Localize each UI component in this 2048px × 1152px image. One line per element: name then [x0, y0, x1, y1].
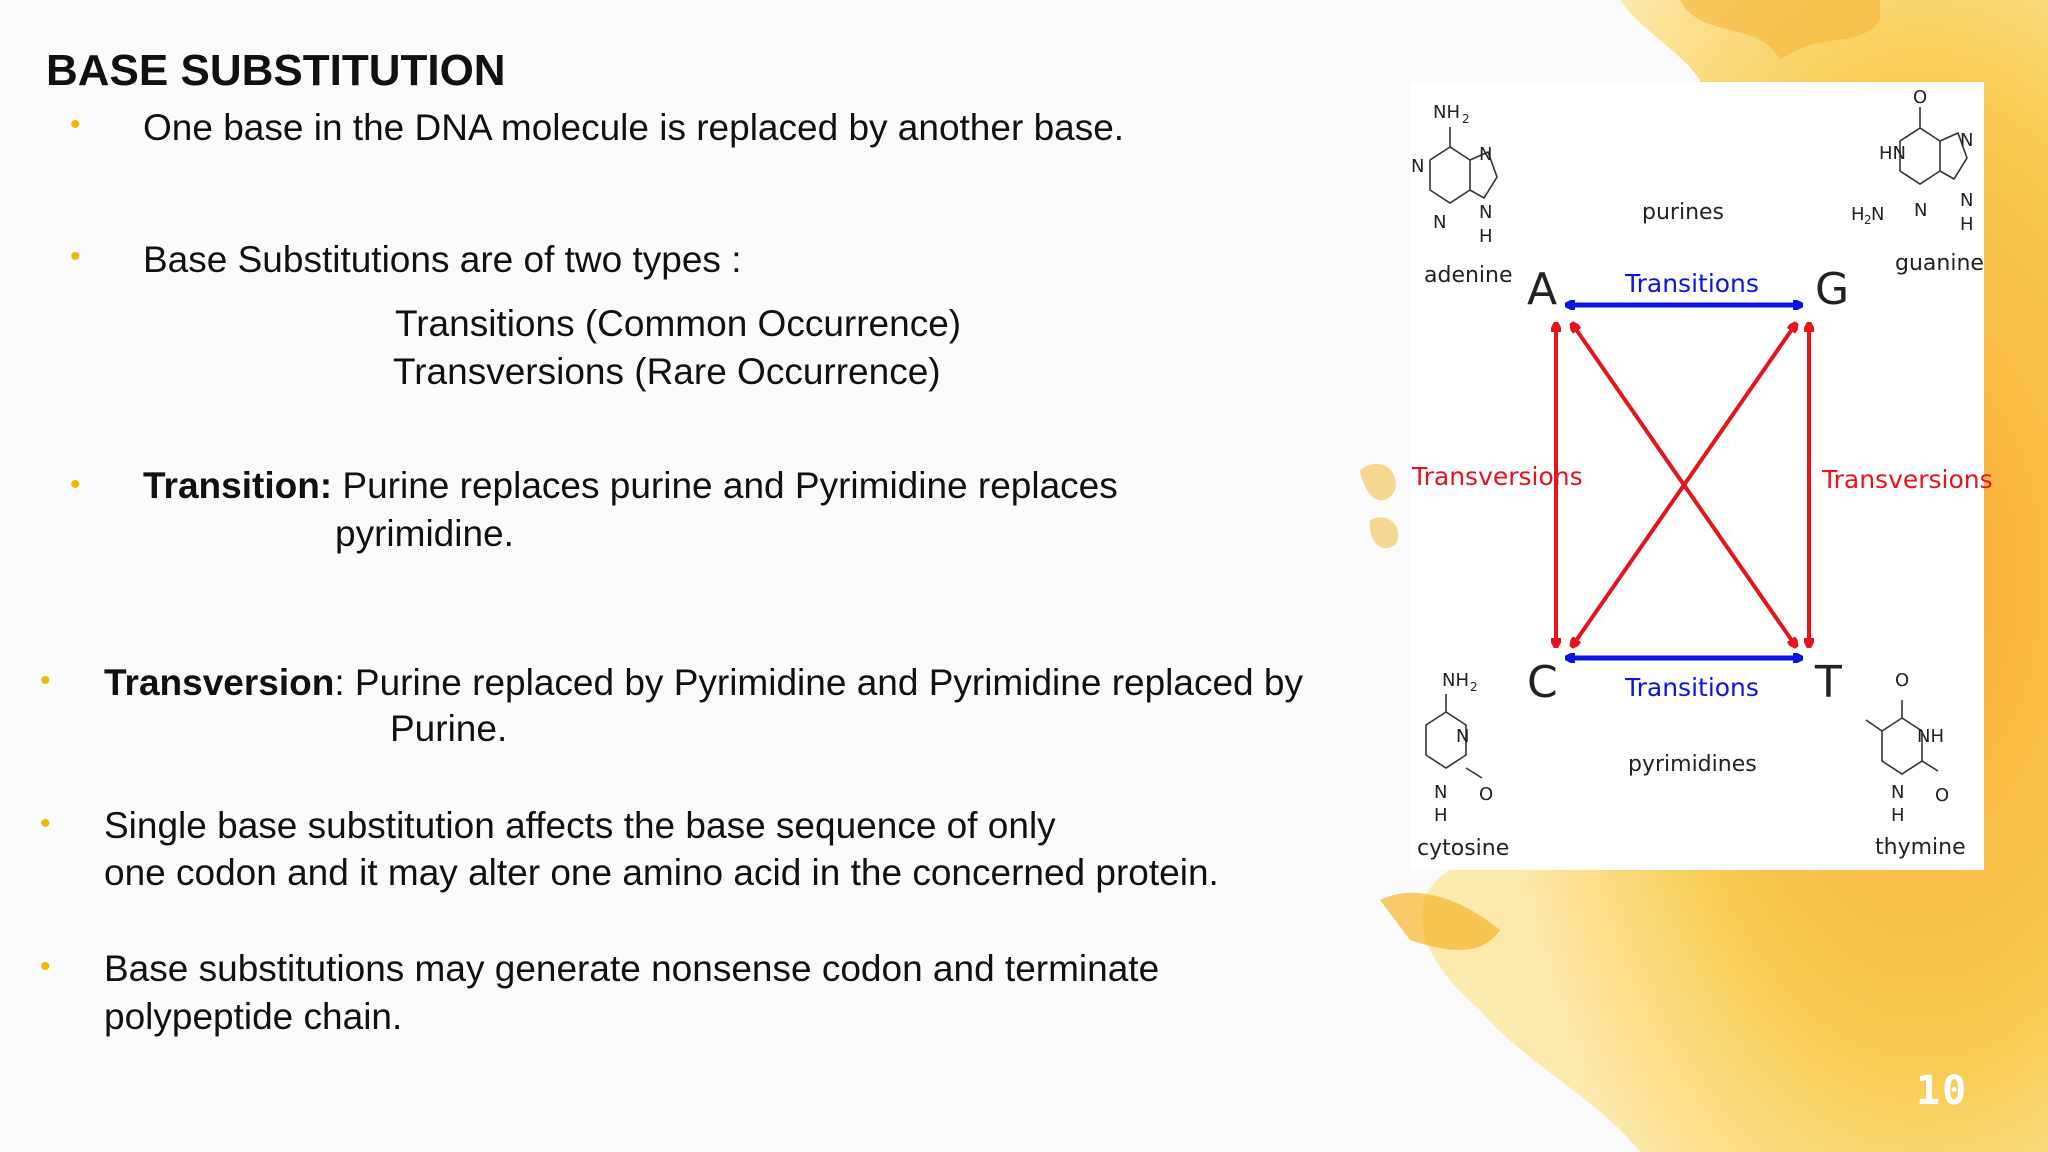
bullet-3-text: Purine replaces purine and Pyrimidine replaces: [332, 465, 1118, 506]
svg-text:O: O: [1935, 785, 1950, 806]
purines-label: purines: [1642, 200, 1725, 225]
base-a: A: [1527, 264, 1558, 315]
bullet-marker: •: [70, 108, 81, 141]
svg-text:N: N: [1411, 156, 1425, 177]
page-number: 10: [1916, 1068, 1969, 1114]
transversions-left-label: Transversions: [1412, 462, 1583, 491]
svg-text:HN: HN: [1879, 143, 1906, 164]
type-transitions: Transitions (Common Occurrence): [395, 303, 962, 344]
svg-text:N: N: [1434, 782, 1448, 803]
cytosine-structure: [1426, 694, 1482, 778]
svg-text:N: N: [1479, 202, 1493, 223]
svg-text:N: N: [1914, 200, 1928, 221]
svg-text:NH: NH: [1433, 102, 1460, 123]
base-t: T: [1815, 657, 1842, 708]
bullet-3-continuation: pyrimidine.: [335, 513, 514, 554]
bullet-4-term: Transversion: [104, 662, 335, 703]
thymine-atoms: [1891, 670, 1949, 826]
svg-text:N: N: [1456, 726, 1470, 747]
bullet-5-continuation: one codon and it may alter one amino acid in the concerned protein.: [104, 852, 1219, 893]
thymine-label: thymine: [1875, 835, 1966, 860]
svg-text:H: H: [1479, 226, 1493, 247]
bullet-5: Single base substitution affects the base sequence of only: [104, 805, 1056, 846]
bullet-3-term: Transition:: [143, 465, 333, 506]
cytosine-label: cytosine: [1417, 836, 1510, 861]
svg-text:2: 2: [1470, 680, 1478, 694]
svg-text:NH: NH: [1442, 670, 1469, 691]
svg-text:N: N: [1479, 144, 1493, 165]
pyrimidines-label: pyrimidines: [1628, 752, 1757, 777]
svg-text:N: N: [1960, 130, 1974, 151]
svg-text:N: N: [1871, 204, 1885, 225]
transversions-right-label: Transversions: [1822, 465, 1993, 494]
svg-text:N: N: [1433, 212, 1447, 233]
cytosine-atoms: [1434, 670, 1493, 826]
svg-text:H: H: [1851, 204, 1865, 225]
type-transversions: Transversions (Rare Occurrence): [393, 351, 941, 392]
slide-title: BASE SUBSTITUTION: [46, 46, 506, 95]
adenine-structure: [1430, 127, 1497, 203]
base-g: G: [1815, 264, 1850, 315]
bullet-6-continuation: polypeptide chain.: [104, 996, 403, 1037]
svg-text:O: O: [1895, 670, 1910, 691]
svg-text:H: H: [1434, 805, 1448, 826]
svg-text:NH: NH: [1917, 726, 1944, 747]
bullet-4-text: : Purine replaced by Pyrimidine and Pyrimidine replaced by: [334, 662, 1303, 703]
guanine-structure: [1900, 107, 1967, 184]
transitions-bottom-label: Transitions: [1625, 673, 1759, 702]
bullet-marker: •: [40, 664, 51, 697]
guanine-atoms: [1851, 87, 1974, 235]
svg-text:H: H: [1891, 805, 1905, 826]
bullet-marker: •: [70, 468, 81, 501]
svg-text:N: N: [1891, 782, 1905, 803]
svg-text:N: N: [1960, 190, 1974, 211]
bullet-marker: •: [40, 807, 51, 840]
svg-text:O: O: [1479, 784, 1494, 805]
svg-text:H: H: [1960, 214, 1974, 235]
guanine-label: guanine: [1895, 251, 1984, 276]
svg-text:2: 2: [1864, 213, 1872, 227]
bullet-marker: •: [40, 950, 51, 983]
adenine-label: adenine: [1424, 263, 1513, 288]
svg-text:2: 2: [1462, 112, 1470, 126]
bullet-6: Base substitutions may generate nonsense codon and terminate: [104, 948, 1160, 989]
bullet-2: Base Substitutions are of two types :: [143, 239, 742, 280]
bullet-1: One base in the DNA molecule is replaced by another base.: [143, 107, 1125, 148]
bullet-marker: •: [70, 240, 81, 273]
base-c: C: [1527, 657, 1558, 708]
svg-text:O: O: [1913, 87, 1928, 108]
transitions-top-label: Transitions: [1625, 269, 1759, 298]
bullet-4-continuation: Purine.: [390, 708, 508, 749]
adenine-atoms: [1411, 102, 1493, 247]
